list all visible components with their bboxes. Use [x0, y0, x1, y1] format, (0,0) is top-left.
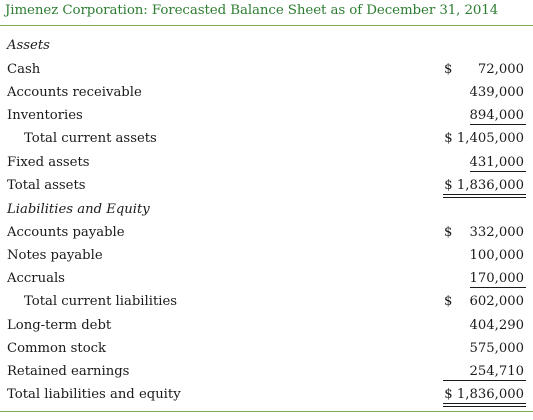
- row-label: Accounts payable: [7, 225, 125, 240]
- total-underline: [443, 403, 526, 404]
- subtotal-row: [0, 130, 533, 152]
- row-amount: 575,000: [469, 341, 524, 356]
- table-row: [0, 270, 533, 292]
- row-label: Common stock: [7, 341, 107, 356]
- row-label: Total current assets: [24, 131, 157, 146]
- subtotal-underline: [470, 171, 526, 172]
- dollar-sign: $: [444, 294, 453, 309]
- row-label: Cash: [7, 62, 41, 77]
- row-label: Total assets: [7, 178, 86, 193]
- row-amount: 439,000: [469, 85, 524, 100]
- table-row: [0, 363, 533, 385]
- table-row: [0, 317, 533, 339]
- row-amount: 332,000: [469, 225, 524, 240]
- row-amount: $ 1,405,000: [444, 131, 524, 146]
- table-row: [0, 84, 533, 106]
- row-amount: 404,290: [469, 318, 524, 333]
- row-label: Total liabilities and equity: [7, 387, 181, 402]
- row-label: Notes payable: [7, 248, 103, 263]
- subtotal-underline: [470, 124, 526, 125]
- row-label: Fixed assets: [7, 155, 90, 170]
- section-heading-liabilities: [0, 201, 533, 223]
- section-heading-assets: [0, 37, 533, 59]
- row-label: Retained earnings: [7, 364, 130, 379]
- row-label: Long-term debt: [7, 318, 112, 333]
- row-label: Accounts receivable: [7, 85, 142, 100]
- bottom-rule: [0, 411, 533, 412]
- row-label: Inventories: [7, 108, 83, 123]
- row-amount: $ 1,836,000: [444, 387, 524, 402]
- total-row: [0, 177, 533, 199]
- page-title: Jimenez Corporation: Forecasted Balance Sheet as of December 31, 2014: [5, 3, 499, 18]
- table-row: [0, 224, 533, 246]
- subtotal-row: [0, 293, 533, 315]
- table-row: [0, 61, 533, 83]
- row-label: Accruals: [7, 271, 65, 286]
- row-label: Liabilities and Equity: [7, 202, 150, 217]
- row-amount: 254,710: [469, 364, 524, 379]
- row-amount: 431,000: [469, 155, 524, 170]
- row-amount: $ 1,836,000: [444, 178, 524, 193]
- dollar-sign: $: [444, 225, 453, 240]
- row-amount: 894,000: [469, 108, 524, 123]
- row-amount: 100,000: [469, 248, 524, 263]
- row-amount: 72,000: [477, 62, 524, 77]
- total-double-underline: [443, 406, 526, 407]
- table-row: [0, 154, 533, 176]
- title-rule: [0, 25, 533, 26]
- table-row: [0, 107, 533, 129]
- subtotal-underline: [470, 287, 526, 288]
- total-row: [0, 386, 533, 408]
- table-row: [0, 340, 533, 362]
- table-row: [0, 247, 533, 269]
- total-underline: [443, 194, 526, 195]
- row-amount: 170,000: [469, 271, 524, 286]
- row-label: Total current liabilities: [24, 294, 178, 309]
- row-label: Assets: [7, 38, 50, 53]
- dollar-sign: $: [444, 62, 453, 77]
- subtotal-underline: [443, 380, 526, 381]
- row-amount: 602,000: [469, 294, 524, 309]
- total-double-underline: [443, 197, 526, 198]
